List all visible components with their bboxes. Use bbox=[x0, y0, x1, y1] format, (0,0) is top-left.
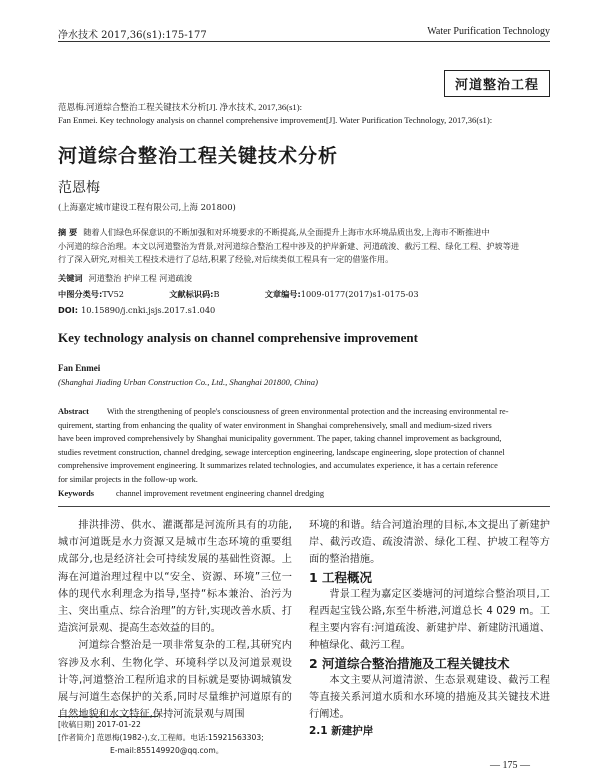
abstract-cn-label: 摘 要 bbox=[58, 227, 78, 237]
body-paragraph: 河道综合整治是一项非常复杂的工程,其研究内容涉及水利、生物化学、环境科学以及河道景观设计等,河道整治工程所追求的目标就是要协调城镇发展与河道生态保护的关系,同时尽量维护河道原有的自然地貌和水文特征,保持河流景观与周围 bbox=[58, 640, 292, 721]
affiliation-cn: (上海嘉定城市建设工程有限公司,上海 201800) bbox=[58, 202, 236, 212]
citation-cn: 范恩梅.河道综合整治工程关键技术分析[J]. 净水技术, 2017,36(s1): bbox=[58, 102, 302, 112]
doi-label: DOI: bbox=[58, 305, 79, 315]
doc-code-label: 文献标识码: bbox=[169, 289, 214, 299]
abstract-separator bbox=[58, 506, 550, 507]
running-header-journal-en: Water Purification Technology bbox=[427, 26, 550, 37]
abstract-en-line: studies revetment construction, channel dredging, sewage interception engineering, landscape engineering, slope protection of channel bbox=[58, 447, 505, 457]
paper-title-cn: 河道综合整治工程关键技术分析 bbox=[58, 145, 339, 167]
page-number: — 175 — bbox=[490, 760, 530, 771]
article-no-value: 1009-0177(2017)s1-0175-03 bbox=[300, 289, 419, 299]
section-heading: 1 工程概况 bbox=[309, 569, 373, 585]
abstract-en-line: have been improved comprehensively by Shanghai municipality government. The paper, taking channel improvement as background, bbox=[58, 434, 502, 444]
body-paragraph: 本文主要从河道清淤、生态景观建设、截污工程等直接关系河道水质和水环境的措施及其关键技术进行阐述。 bbox=[309, 674, 550, 721]
doc-code-value: B bbox=[213, 289, 220, 299]
header-rule bbox=[58, 41, 550, 42]
keywords-cn bbox=[58, 273, 192, 284]
body-paragraph: 背景工程为嘉定区娄塘河的河道综合整治项目,工程西起宝钱公路,东至牛桥港,河道总长 4 029 m。工程主要内容有:河道疏浚、新建护岸、新建防汛通道、种植绿化、截污工程。 bbox=[309, 588, 550, 652]
abstract-en bbox=[58, 405, 550, 487]
keywords-en bbox=[58, 489, 324, 498]
doi-value: 10.15890/j.cnki.jsjs.2017.s1.040 bbox=[81, 305, 216, 315]
doi-line bbox=[58, 305, 215, 315]
abstract-en-line: quirement, starting from enhancing the quality of water environment in Shanghai comprehensively, small and medium-sized rivers bbox=[58, 420, 492, 430]
body-left-column bbox=[58, 517, 292, 723]
affiliation-en: (Shanghai Jiading Urban Construction Co., Ltd., Shanghai 201800, China) bbox=[58, 377, 318, 387]
column-tag: 河道整治工程 bbox=[444, 70, 550, 97]
running-header-journal: 净水技术 2017,36(s1):175-177 bbox=[58, 30, 207, 41]
abstract-en-line: for similar projects in the follow-up work. bbox=[58, 474, 198, 484]
keywords-cn-label: 关键词 bbox=[58, 273, 83, 283]
keywords-cn-text: 河道整治 护岸工程 河道疏浚 bbox=[88, 273, 193, 283]
paper-title-en: Key technology analysis on channel comprehensive improvement bbox=[58, 330, 418, 345]
author-cn: 范恩梅 bbox=[58, 180, 100, 196]
keywords-en-label: Keywords bbox=[58, 489, 94, 498]
clc-label: 中图分类号: bbox=[58, 289, 103, 299]
body-right-column bbox=[309, 517, 550, 741]
footnote-rule bbox=[58, 716, 158, 717]
footnote-received: [收稿日期] 2017-01-22 bbox=[58, 720, 141, 729]
citation-en: Fan Enmei. Key technology analysis on channel comprehensive improvement[J]. Water Purification Technology, 2017,36(s1): bbox=[58, 115, 493, 125]
abstract-cn-line: 随着人们绿色环保意识的不断加强和对环境要求的不断提高,从全面提升上海市水环境品质出发,上海市不断推进中 bbox=[83, 227, 490, 237]
abstract-cn-line: 行了深入研究,对相关工程技术进行了总结,积累了经验,对后续类似工程具有一定的借鉴作用。 bbox=[58, 254, 394, 264]
classification-line bbox=[58, 289, 419, 300]
author-en: Fan Enmei bbox=[58, 363, 101, 373]
section-heading: 2 河道综合整治措施及工程关键技术 bbox=[309, 655, 510, 671]
abstract-cn bbox=[58, 226, 550, 267]
clc-value: TV52 bbox=[102, 289, 125, 299]
abstract-en-line: comprehensive improvement engineering. It summarizes related technologies, and accumulates experience, it has a certain reference bbox=[58, 461, 498, 471]
abstract-en-line: With the strengthening of people's consciousness of green environmental protection and the increasing environmental re- bbox=[106, 407, 509, 416]
abstract-cn-line: 小河道的综合治理。本文以河道整治为背景,对河道综合整治工程中涉及的护岸新建、河道疏浚、截污工程、绿化工程、护坡等进 bbox=[58, 240, 520, 251]
subsection-heading: 2.1 新建护岸 bbox=[309, 725, 374, 738]
keywords-en-text: channel improvement revetment engineering channel dredging bbox=[115, 489, 324, 498]
body-paragraph: 环境的和谐。结合河道治理的目标,本文提出了新建护岸、截污改造、疏浚清淤、绿化工程、护坡工程等方面的整治措施。 bbox=[309, 520, 550, 566]
footnote-email: E-mail:855149920@qq.com。 bbox=[110, 746, 224, 755]
body-paragraph: 排洪排涝、供水、灌溉都是河流所具有的功能,城市河道既是水力资源又是城市生态环境的重要组成部分,也是经济社会可持续发展的基础性资源。上海在河道治理过程中以“安全、资源、环境”三位一体的现代水利理念为指导,坚持“标本兼治、治污为主、突出重点、综合治理”的方针,实现改善水质、打造滨河景观、提高生态效益的目的。 bbox=[58, 520, 292, 635]
article-no-label: 文章编号: bbox=[264, 289, 301, 299]
abstract-en-label: Abstract bbox=[58, 407, 89, 416]
footnote-author: [作者简介] 范恩梅(1982-),女,工程师。电话:15921563303; bbox=[58, 733, 264, 742]
